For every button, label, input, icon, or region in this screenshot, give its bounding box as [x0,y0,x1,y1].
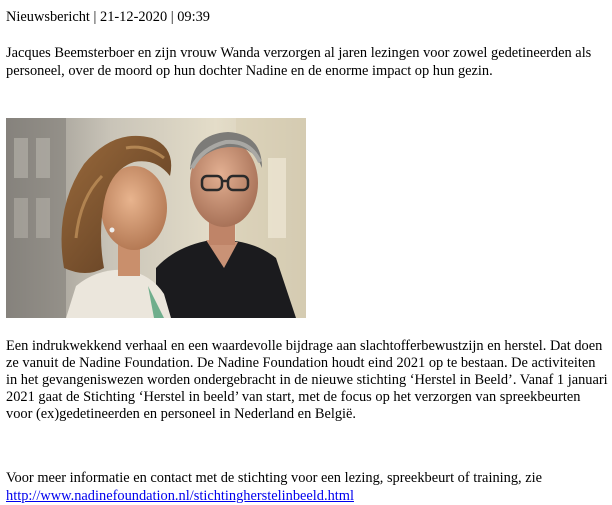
article-photo [6,118,306,318]
article-meta: Nieuwsbericht | 21-12-2020 | 09:39 [6,9,210,25]
foundation-link[interactable]: http://www.nadinefoundation.nl/stichtingherstelinbeeld.html [6,488,354,504]
article-intro: Jacques Beemsterboer en zijn vrouw Wanda verzorgen al jaren lezingen voor zowel gedetineerden als personeel, over de moord op hun dochter Nadine en de enorme impact op hun gezin. [6,45,592,79]
article-body: Een indrukwekkend verhaal en een waardevolle bijdrage aan slachtofferbewustzijn en herstel. Dat doen ze vanuit de Nadine Foundation. De Nadine Foundation houdt eind 2021 op te bestaan. De activiteiten in het gevangeniswezen worden ondergebracht in de nieuwe stichting ‘Herstel in Beeld’. Vanaf 1 januari 2021 gaat de Stichting ‘Herstel in beeld’ van start, met de focus op het verzorgen van spreekbeurten voor (ex)gedetineerden en personeel in Nederland en België. [6,338,608,422]
contact-paragraph [6,469,610,505]
contact-text: Voor meer informatie en contact met de stichting voor een lezing, spreekbeurt of training, zie [6,470,542,486]
